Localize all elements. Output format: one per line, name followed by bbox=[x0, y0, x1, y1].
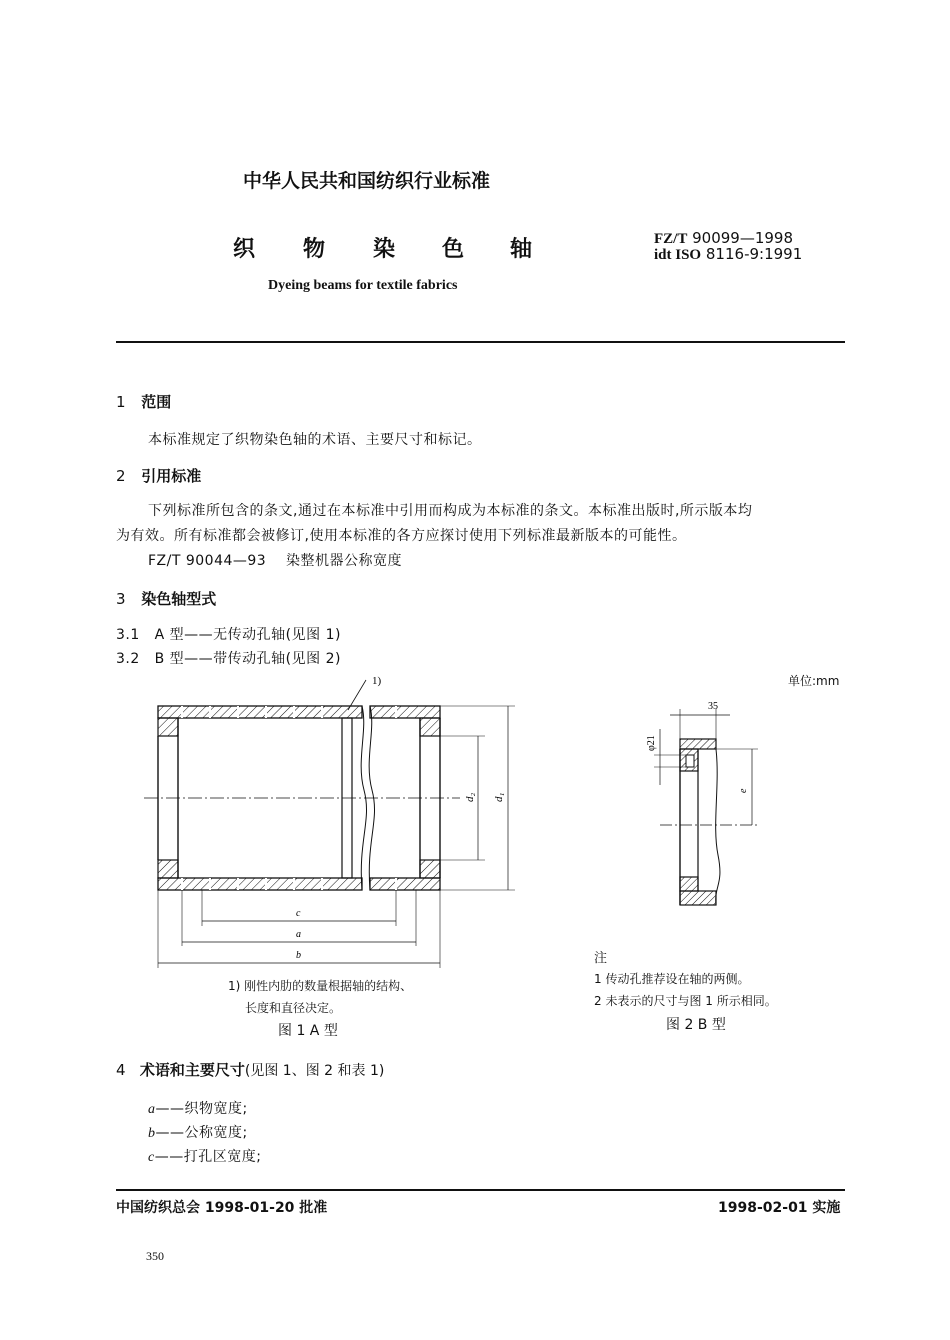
beam-bottom-wall-left bbox=[158, 878, 362, 890]
title-char-4: 色 bbox=[442, 237, 465, 262]
header-rule bbox=[116, 341, 845, 343]
title-char-1: 织 bbox=[233, 237, 256, 262]
title-char-2: 物 bbox=[303, 237, 326, 262]
figure-2-drawing bbox=[640, 695, 790, 925]
term-c bbox=[148, 1146, 261, 1166]
page-number: 350 bbox=[146, 1249, 164, 1263]
item-2-number: 3.2 bbox=[116, 651, 140, 667]
term-c-text: ——打孔区宽度; bbox=[154, 1149, 262, 1165]
section-1-body: 本标准规定了织物染色轴的术语、主要尺寸和标记。 bbox=[148, 432, 482, 448]
figure-1-label-c: c bbox=[296, 908, 301, 919]
reference-title: 染整机器公称宽度 bbox=[286, 553, 403, 569]
section-3-item-1 bbox=[116, 624, 341, 644]
idt-prefix: idt ISO bbox=[654, 247, 702, 263]
unit-label: 单位:mm bbox=[788, 674, 840, 688]
section-3-number: 3 bbox=[116, 590, 126, 608]
term-b-text: ——公称宽度; bbox=[155, 1125, 248, 1141]
section-2-body-line1: 下列标准所包含的条文,通过在本标准中引用而构成为本标准的条文。本标准出版时,所示版本均 bbox=[148, 503, 753, 519]
code-prefix: FZ/T bbox=[654, 231, 688, 247]
item-1-number: 3.1 bbox=[116, 627, 140, 643]
section-4-title: 术语和主要尺寸 bbox=[139, 1061, 245, 1079]
term-b-symbol: b bbox=[148, 1126, 156, 1141]
title-char-3: 染 bbox=[373, 237, 396, 262]
footer-effective: 1998-02-01 实施 bbox=[718, 1200, 841, 1216]
org-standard-title: 中华人民共和国纺织行业标准 bbox=[243, 170, 491, 192]
figure-1-footnote-line1: 1) 刚性内肋的数量根据轴的结构、 bbox=[228, 979, 413, 993]
beam-top-wall-left bbox=[158, 706, 362, 718]
figure-2-dim-top: 35 bbox=[708, 701, 718, 712]
section-3-title: 染色轴型式 bbox=[141, 590, 217, 608]
section-2-number: 2 bbox=[116, 467, 126, 485]
section-3-item-2 bbox=[116, 648, 341, 668]
term-a-text: ——织物宽度; bbox=[155, 1101, 248, 1117]
term-c-symbol: c bbox=[148, 1150, 155, 1165]
code-number: 90099—1998 bbox=[692, 229, 794, 247]
figure-2-caption: 图 2 B 型 bbox=[666, 1017, 726, 1033]
figure-1-callout: 1) bbox=[372, 675, 382, 687]
figure-1-label-d2: d₂ bbox=[464, 792, 476, 802]
title-char-5: 轴 bbox=[510, 237, 533, 262]
term-a-symbol: a bbox=[148, 1102, 156, 1117]
figure-2-dim-side: φ21 bbox=[646, 735, 657, 751]
right-flange-top bbox=[420, 718, 440, 736]
figure-2-dim-e: e bbox=[738, 788, 749, 793]
right-flange-bottom bbox=[420, 860, 440, 878]
item-1-text: A 型——无传动孔轴(见图 1) bbox=[154, 627, 341, 643]
figure-1-label-a: a bbox=[296, 929, 301, 940]
section-4-number: 4 bbox=[116, 1061, 126, 1079]
section-2-title: 引用标准 bbox=[141, 467, 202, 485]
figure-1-label-b: b bbox=[296, 950, 301, 961]
section-1-heading bbox=[116, 391, 171, 412]
idt-number: 8116-9:1991 bbox=[705, 245, 803, 263]
idt-reference bbox=[654, 245, 802, 264]
section-3-heading bbox=[116, 588, 216, 609]
fig2-flange-top bbox=[680, 739, 716, 749]
beam-top-wall-right bbox=[370, 706, 440, 718]
item-2-text: B 型——带传动孔轴(见图 2) bbox=[154, 651, 341, 667]
figure-1-drawing bbox=[140, 670, 540, 970]
section-1-number: 1 bbox=[116, 393, 126, 411]
section-2-reference bbox=[148, 550, 402, 570]
section-2-heading bbox=[116, 465, 201, 486]
fig2-flange-bottom bbox=[680, 891, 716, 905]
footer-rule bbox=[116, 1189, 845, 1191]
term-b bbox=[148, 1122, 248, 1142]
section-4-title-suffix: (见图 1、图 2 和表 1) bbox=[244, 1063, 385, 1079]
figure-2-note-1: 1 传动孔推荐设在轴的两侧。 bbox=[594, 972, 750, 986]
section-4-heading bbox=[116, 1059, 384, 1080]
section-2-body-line2: 为有效。所有标准都会被修订,使用本标准的各方应探讨使用下列标准最新版本的可能性。 bbox=[116, 528, 687, 544]
footer-approval: 中国纺织总会 1998-01-20 批准 bbox=[116, 1200, 328, 1216]
title-english: Dyeing beams for textile fabrics bbox=[268, 278, 458, 293]
figure-2-notes-title: 注 bbox=[594, 951, 608, 966]
beam-bottom-wall-right bbox=[370, 878, 440, 890]
figure-2-note-2: 2 未表示的尺寸与图 1 所示相同。 bbox=[594, 994, 777, 1008]
left-flange-bottom bbox=[158, 860, 178, 878]
section-1-title: 范围 bbox=[141, 393, 172, 411]
reference-code: FZ/T 90044—93 bbox=[148, 553, 267, 569]
term-a bbox=[148, 1098, 248, 1118]
figure-1-caption: 图 1 A 型 bbox=[278, 1023, 338, 1039]
figure-1-label-d1: d₁ bbox=[493, 792, 505, 802]
figure-1-footnote-line2: 长度和直径决定。 bbox=[245, 1001, 342, 1015]
left-flange-top bbox=[158, 718, 178, 736]
